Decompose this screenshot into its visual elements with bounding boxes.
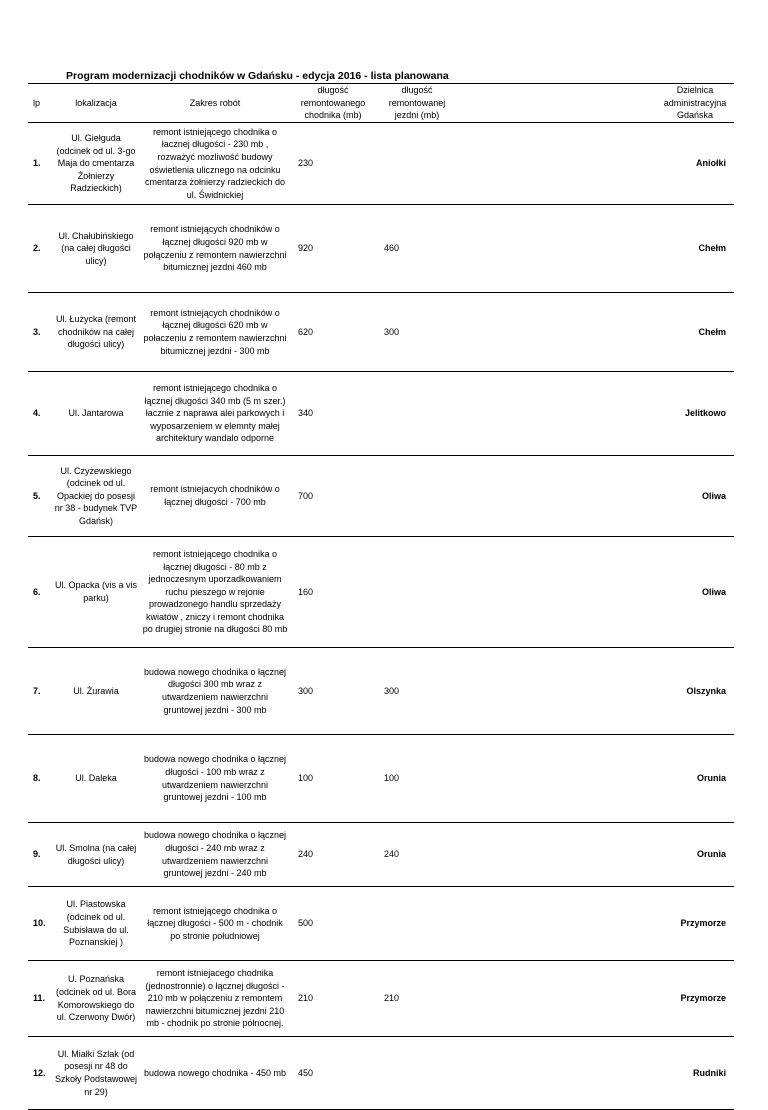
row-dl-jezdni: 300 (376, 648, 458, 735)
row-lp: 2. (28, 205, 52, 293)
table-row (28, 823, 734, 887)
row-dl-jezdni: 300 (376, 293, 458, 372)
table-row (28, 735, 734, 823)
row-lp: 6. (28, 537, 52, 648)
row-dzielnica: Chełm (458, 293, 734, 372)
row-dzielnica: Aniołki (458, 123, 734, 205)
header-dl-chodnika: długość remontowanego chodnika (mb) (290, 84, 376, 123)
row-lokalizacja: Ul. Giełguda (odcinek od ul. 3-go Maja do cmentarza Żołnierzy Radzieckich) (52, 123, 140, 205)
table-row (28, 205, 734, 293)
row-dl-chodnika: 700 (290, 456, 376, 537)
row-dl-chodnika: 920 (290, 205, 376, 293)
row-dl-chodnika: 620 (290, 293, 376, 372)
row-lokalizacja: Ul. Żurawia (52, 648, 140, 735)
table-row (28, 123, 734, 205)
row-dl-jezdni (376, 887, 458, 961)
header-dl-jezdni: długość remontowanej jezdni (mb) (376, 84, 458, 123)
row-dzielnica: Przymorze (458, 887, 734, 961)
row-dl-jezdni (376, 123, 458, 205)
row-lokalizacja: Ul. Chałubińskiego (na całej długości ulicy) (52, 205, 140, 293)
row-dzielnica: Orunia (458, 735, 734, 823)
row-zakres: remont istniejących chodników o łącznej długości 620 mb w połaczeniu z remontem nawierzchni bitumicznej jezdni - 300 mb (140, 293, 290, 372)
row-lokalizacja: U. Poznańska (odcinek od ul. Bora Komorowskiego do ul. Czerwony Dwór) (52, 961, 140, 1037)
row-lokalizacja: Ul. Miałki Szlak (od posesji nr 48 do Szkoły Podstawowej nr 29) (52, 1037, 140, 1110)
row-dzielnica: Przymorze (458, 961, 734, 1037)
row-lokalizacja: Ul. Jantarowa (52, 372, 140, 456)
row-zakres: budowa nowego chodnika - 450 mb (140, 1037, 290, 1110)
row-dl-jezdni: 240 (376, 823, 458, 887)
row-lp: 12. (28, 1037, 52, 1110)
row-lp: 9. (28, 823, 52, 887)
row-dl-chodnika: 160 (290, 537, 376, 648)
header-lp: lp (28, 84, 52, 123)
row-zakres: remont istniejącego chodnika o łącznej długości 340 mb (5 m szer.) łacznie z naprawa alei parkowych i wyposarzeniem w elemnty małej architektury wandalo odporne (140, 372, 290, 456)
row-zakres: remont istniejacych chodników o łącznej długości - 700 mb (140, 456, 290, 537)
row-dl-chodnika: 100 (290, 735, 376, 823)
row-dzielnica: Rudniki (458, 1037, 734, 1110)
table-row (28, 1037, 734, 1110)
table-row (28, 372, 734, 456)
row-dl-jezdni (376, 537, 458, 648)
row-dzielnica: Oliwa (458, 537, 734, 648)
row-lokalizacja: Ul. Piastowska (odcinek od ul. Subisława do ul. Poznanskiej ) (52, 887, 140, 961)
row-dl-chodnika: 340 (290, 372, 376, 456)
table-row (28, 648, 734, 735)
document-title: Program modernizacji chodników w Gdańsku - edycja 2016 - lista planowana (66, 70, 449, 82)
row-lp: 11. (28, 961, 52, 1037)
row-zakres: budowa nowego chodnika o łącznej długości - 240 mb wraz z utwardzeniem nawierzchni gruntowej jezdni - 240 mb (140, 823, 290, 887)
row-lokalizacja: Ul. Łużycka (remont chodników na całej długości ulicy) (52, 293, 140, 372)
row-dl-chodnika: 240 (290, 823, 376, 887)
row-dl-jezdni: 100 (376, 735, 458, 823)
row-lokalizacja: Ul. Czyżewskiego (odcinek od ul. Opackiej do posesji nr 38 - budynek TVP Gdańsk) (52, 456, 140, 537)
row-zakres: remont istniejących chodników o łącznej długości 920 mb w połączeniu z remontem nawierzchni bitumicznej jezdni 460 mb (140, 205, 290, 293)
row-dl-chodnika: 450 (290, 1037, 376, 1110)
row-dl-chodnika: 500 (290, 887, 376, 961)
row-dzielnica: Olszynka (458, 648, 734, 735)
row-dl-chodnika: 210 (290, 961, 376, 1037)
row-zakres: remont istniejącego chodnika o łacznej długości - 230 mb , rozważyć mozliwość budowy oświetlenia ulicznego na odcinku cmentarza żołnierzy radzieckich do ul. Świdnickiej (140, 123, 290, 205)
header-dzielnica (458, 84, 734, 123)
table-row (28, 293, 734, 372)
row-dzielnica: Orunia (458, 823, 734, 887)
row-lp: 1. (28, 123, 52, 205)
row-lp: 5. (28, 456, 52, 537)
row-zakres: budowa nowego chodnika o łącznej długości 300 mb wraz z utwardzeniem nawierzchni gruntowej jezdni - 300 mb (140, 648, 290, 735)
row-dl-jezdni: 460 (376, 205, 458, 293)
row-zakres: budowa nowego chodnika o łącznej długości - 100 mb wraz z utwardzeniem nawierzchni gruntowej jezdni - 100 mb (140, 735, 290, 823)
table-row (28, 456, 734, 537)
row-lokalizacja: Ul. Smolna (na całej długości ulicy) (52, 823, 140, 887)
row-dl-jezdni (376, 372, 458, 456)
table-row (28, 537, 734, 648)
row-dzielnica: Chełm (458, 205, 734, 293)
row-lp: 7. (28, 648, 52, 735)
row-dzielnica: Oliwa (458, 456, 734, 537)
row-lokalizacja: Ul. Daleka (52, 735, 140, 823)
table-row (28, 961, 734, 1037)
row-zakres: remont istniejącego chodnika o łącznej długości - 500 m - chodnik po stronie południowej (140, 887, 290, 961)
row-dl-jezdni (376, 456, 458, 537)
row-lp: 10. (28, 887, 52, 961)
row-dl-jezdni: 210 (376, 961, 458, 1037)
row-dzielnica: Jelitkowo (458, 372, 734, 456)
header-lokalizacja: lokalizacja (52, 84, 140, 123)
table-row (28, 887, 734, 961)
sidewalk-program-table (28, 83, 734, 1110)
row-dl-chodnika: 230 (290, 123, 376, 205)
row-dl-chodnika: 300 (290, 648, 376, 735)
table-header-row (28, 84, 734, 123)
row-lokalizacja: Ul. Opacka (vis a vis parku) (52, 537, 140, 648)
row-lp: 4. (28, 372, 52, 456)
row-lp: 3. (28, 293, 52, 372)
row-zakres: remont istniejacego chodnika (jednostronnie) o łącznej długości - 210 mb w połączeniu z remontem nawierzchni bitumicznej jezdni 210 mb - chodnik po stronie północnej. (140, 961, 290, 1037)
row-dl-jezdni (376, 1037, 458, 1110)
row-zakres: remont istniejącego chodnika o łącznej długości - 80 mb z jednoczesnym uporzadkowaniem ruchu pieszego w rejonie prowadzonego handlu sprzedaży kwiatów , zniczy i remont chodnika po drugiej stronie na długości 80 mb (140, 537, 290, 648)
header-dzielnica-text: Dzielnica administracyjna Gdańska (663, 85, 727, 121)
header-zakres: Zakres robót (140, 84, 290, 123)
row-lp: 8. (28, 735, 52, 823)
